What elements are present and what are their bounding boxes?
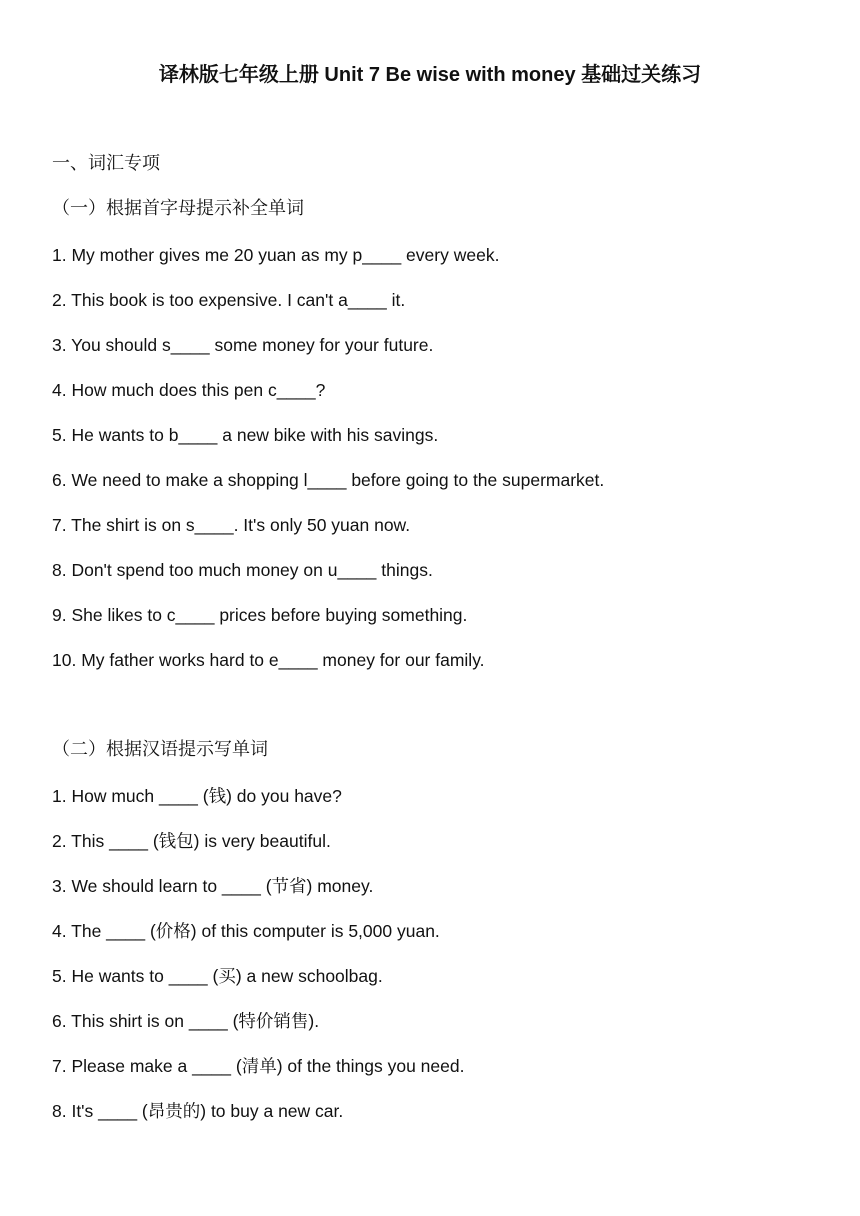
question-item: 6. This shirt is on ____ (特价销售). (52, 1011, 320, 1031)
question-item: 2. This ____ (钱包) is very beautiful. (52, 831, 331, 851)
question-item: 5. He wants to b____ a new bike with his savings. (52, 425, 439, 445)
question-item: 2. This book is too expensive. I can't a____ it. (52, 290, 406, 310)
question-item: 4. How much does this pen c____? (52, 380, 326, 400)
subsection-heading-first-letter: （一）根据首字母提示补全单词 (52, 198, 304, 219)
question-item: 9. She likes to c____ prices before buying something. (52, 605, 468, 625)
question-item: 4. The ____ (价格) of this computer is 5,000 yuan. (52, 921, 440, 941)
question-item: 5. He wants to ____ (买) a new schoolbag. (52, 966, 383, 986)
page-title: 译林版七年级上册 Unit 7 Be wise with money 基础过关练习 (158, 64, 702, 86)
question-item: 1. My mother gives me 20 yuan as my p____ every week. (52, 245, 500, 265)
question-item: 3. We should learn to ____ (节省) money. (52, 876, 374, 896)
question-item: 7. The shirt is on s____. It's only 50 yuan now. (52, 515, 411, 535)
question-item: 8. It's ____ (昂贵的) to buy a new car. (52, 1101, 344, 1121)
question-item: 3. You should s____ some money for your future. (52, 335, 434, 355)
question-item: 1. How much ____ (钱) do you have? (52, 786, 342, 806)
question-item: 6. We need to make a shopping l____ before going to the supermarket. (52, 470, 605, 490)
question-item: 10. My father works hard to e____ money for our family. (52, 650, 485, 670)
question-item: 8. Don't spend too much money on u____ things. (52, 560, 433, 580)
subsection-heading-chinese-hints: （二）根据汉语提示写单词 (52, 739, 268, 760)
section-heading-vocabulary: 一、词汇专项 (52, 153, 160, 174)
question-item: 7. Please make a ____ (清单) of the things you need. (52, 1056, 465, 1076)
